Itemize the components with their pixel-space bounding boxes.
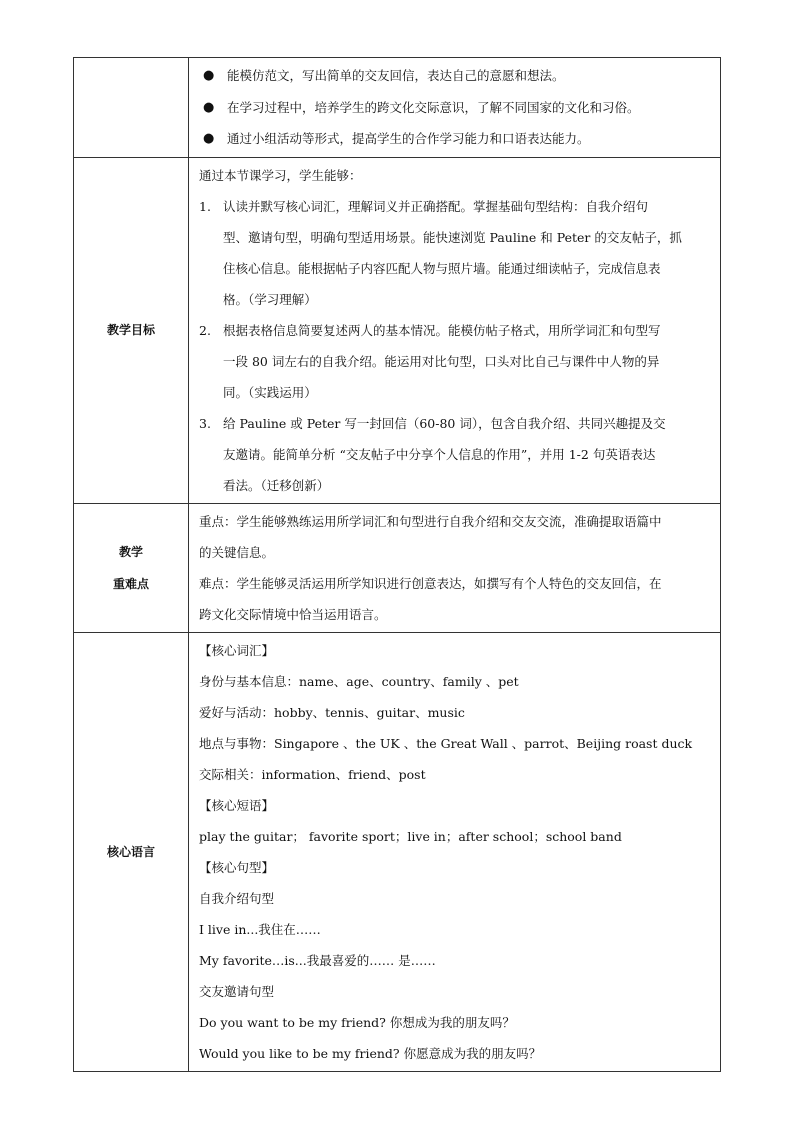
- language-label-cell: [74, 632, 189, 1071]
- language-line: 【核心句型】: [199, 859, 275, 875]
- goals-intro: 通过本节课学习，学生能够：: [199, 167, 362, 183]
- bullet-icon: ●: [203, 131, 215, 146]
- goal-line: 根据表格信息简要复述两人的基本情况。能模仿帖子格式，用所学词汇和句型写: [223, 322, 661, 338]
- language-line: 爱好与活动：hobby、tennis、guitar、music: [199, 704, 465, 720]
- goal-line: 看法。（迁移创新）: [223, 477, 330, 493]
- goal-line: 认读并默写核心词汇，理解词义并正确搭配。掌握基础句型结构：自我介绍句: [223, 198, 649, 214]
- language-line: 交友邀请句型: [199, 983, 275, 999]
- goal-line: 型、邀请句型，明确句型适用场景。能快速浏览 Pauline 和 Peter 的交友帖子，抓: [223, 229, 682, 245]
- goal-line: 格。（学习理解）: [223, 291, 317, 307]
- goal-line: 友邀请。能简单分析 “交友帖子中分享个人信息的作用”，并用 1-2 句英语表达: [223, 446, 656, 462]
- goal-item: [199, 191, 714, 315]
- language-label: 核心语言: [106, 844, 155, 859]
- table-row-language: [74, 632, 721, 1071]
- keypoints-content-cell: [189, 503, 721, 632]
- bullet-text: 在学习过程中，培养学生的跨文化交际意识，了解不同国家的文化和习俗。: [227, 99, 640, 115]
- goal-line: 一段 80 词左右的自我介绍。能运用对比句型，口头对比自己与课件中人物的异: [223, 353, 660, 369]
- goal-line: 给 Pauline 或 Peter 写一封回信（60-80 词），包含自我介绍、共同兴趣提及交: [223, 415, 666, 431]
- keypoints-label-line1: 教学: [118, 544, 143, 559]
- bullet-icon: ●: [203, 68, 215, 83]
- language-line: play the guitar； favorite sport；live in；after school；school band: [199, 828, 622, 844]
- goals-label-cell: [74, 157, 189, 503]
- language-content-cell: [189, 632, 721, 1071]
- language-line: 【核心短语】: [199, 797, 275, 813]
- language-line: 身份与基本信息：name、age、country、family 、pet: [199, 673, 519, 689]
- goals-label: 教学目标: [106, 323, 155, 337]
- goal-line: 同。（实践运用）: [223, 384, 317, 400]
- list-item: [199, 123, 714, 155]
- list-item: [199, 60, 714, 92]
- keypoints-line: 跨文化交际情境中恰当运用语言。: [199, 606, 387, 622]
- bullet-text: 能模仿范文，写出简单的交友回信，表达自己的意愿和想法。: [227, 68, 565, 83]
- goals-content-cell: [189, 157, 721, 503]
- table-row-abilities: [74, 58, 721, 158]
- keypoints-label-cell: [74, 503, 189, 632]
- abilities-label-cell: [74, 58, 189, 158]
- language-line: 交际相关：information、friend、post: [199, 766, 426, 782]
- keypoints-line: 重点：学生能够熟练运用所学词汇和句型进行自我介绍和交友交流，准确提取语篇中: [199, 513, 662, 529]
- goal-line: 住核心信息。能根据帖子内容匹配人物与照片墙。能通过细读帖子，完成信息表: [223, 260, 661, 276]
- language-line: 地点与事物：Singapore 、the UK 、the Great Wall 、parrot、Beijing roast duck: [199, 735, 693, 751]
- goal-number: 1.: [199, 198, 211, 214]
- bullet-icon: ●: [203, 99, 215, 115]
- language-line: Do you want to be my friend? 你想成为我的朋友吗？: [199, 1014, 515, 1030]
- goal-item: [199, 408, 714, 501]
- abilities-content-cell: [189, 58, 721, 158]
- language-line: I live in...我住在……: [199, 921, 321, 937]
- goal-item: [199, 315, 714, 408]
- table-row-keypoints: [74, 503, 721, 632]
- language-line: Would you like to be my friend? 你愿意成为我的朋友吗？: [199, 1045, 542, 1061]
- lesson-plan-table: [73, 57, 721, 1072]
- table-row-goals: [74, 157, 721, 503]
- goal-number: 3.: [199, 415, 211, 431]
- bullet-text: 通过小组活动等形式，提高学生的合作学习能力和口语表达能力。: [227, 131, 590, 146]
- keypoints-label-line2: 重难点: [112, 576, 149, 591]
- list-item: [199, 92, 714, 124]
- keypoints-line: 的关键信息。: [199, 544, 275, 560]
- language-line: 【核心词汇】: [199, 642, 275, 658]
- goal-number: 2.: [199, 322, 211, 338]
- language-line: 自我介绍句型: [199, 890, 275, 906]
- language-line: My favorite…is...我最喜爱的…… 是……: [199, 952, 436, 968]
- keypoints-line: 难点：学生能够灵活运用所学知识进行创意表达，如撰写有个人特色的交友回信，在: [199, 575, 662, 591]
